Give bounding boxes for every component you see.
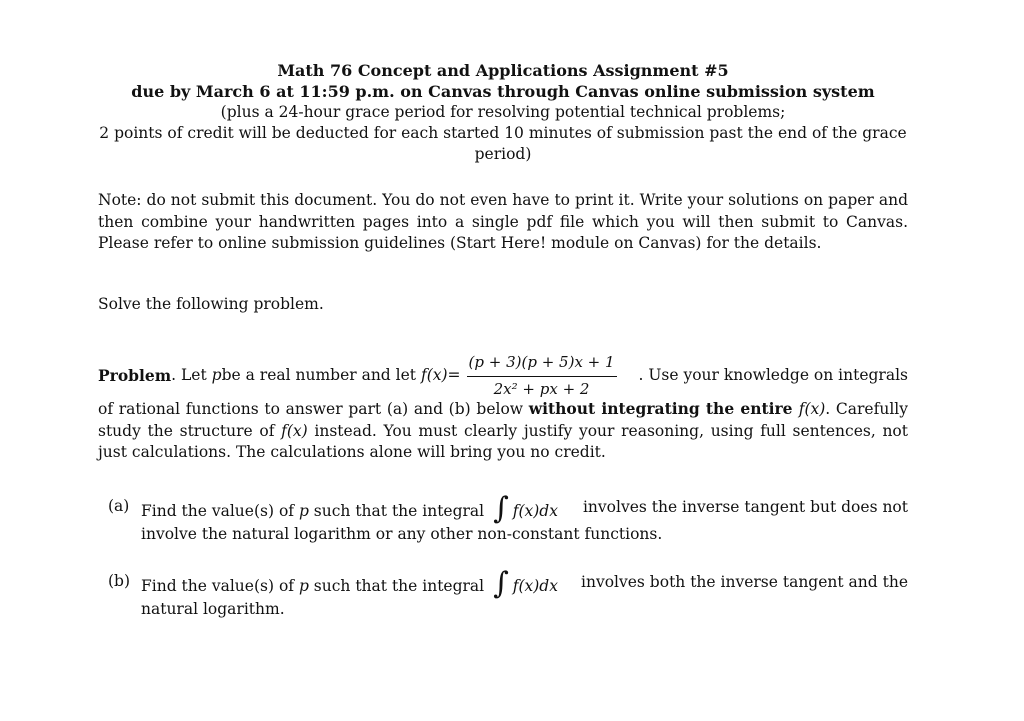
problem-bold-phrase: without integrating the entire bbox=[528, 399, 799, 418]
part-b-integrand: f(x)dx bbox=[512, 577, 558, 595]
part-b-continuation: natural logarithm. bbox=[141, 600, 285, 618]
part-a bbox=[108, 490, 908, 545]
integral-sign: ∫ bbox=[493, 491, 509, 526]
part-a-var-p: p bbox=[298, 502, 309, 520]
problem-rest-a: of rational functions to answer part (a) and (b) below bbox=[98, 400, 529, 418]
problem-after-fraction: . Use your knowledge on integrals bbox=[638, 366, 908, 385]
fraction-denominator: 2x² + px + 2 bbox=[493, 379, 590, 398]
problem-parts bbox=[108, 490, 908, 640]
problem-first-line bbox=[98, 350, 908, 402]
rational-function-fraction bbox=[467, 352, 617, 400]
problem-label: Problem bbox=[98, 366, 172, 386]
part-b-label: (b) bbox=[108, 572, 131, 590]
due-date-line: due by March 6 at 11:59 p.m. on Canvas through Canvas online submission system bbox=[131, 82, 875, 101]
problem-intro-a: . Let bbox=[171, 366, 207, 385]
assignment-header bbox=[98, 60, 908, 165]
problem-statement bbox=[98, 350, 908, 464]
grace-period-line: (plus a 24-hour grace period for resolving potential technical problems; bbox=[220, 103, 786, 121]
penalty-line: 2 points of credit will be deducted for each started 10 minutes of submission past the end of the grace period) bbox=[99, 124, 907, 163]
part-b-text-before: Find the value(s) of bbox=[141, 577, 299, 595]
instruction-text: Solve the following problem. bbox=[98, 295, 324, 313]
submission-note: Note: do not submit this document. You do not even have to print it. Write your solutions on paper and then combine your handwritten pages into a single pdf file which you will then submit to Canvas. Please refer to online submission guidelines (Start Here! module on Canvas) for the details. bbox=[98, 191, 908, 252]
var-p: p bbox=[211, 366, 222, 385]
part-b bbox=[108, 565, 908, 620]
part-a-text-before: Find the value(s) of bbox=[141, 502, 299, 520]
part-b-var-p: p bbox=[298, 577, 309, 595]
fraction-numerator: (p + 3)(p + 5)x + 1 bbox=[467, 352, 617, 377]
problem-intro-b: be a real number and let bbox=[221, 366, 417, 385]
assignment-title: Math 76 Concept and Applications Assignment #5 bbox=[277, 61, 729, 80]
part-a-text-after: involves the inverse tangent but does not bbox=[582, 497, 908, 516]
part-a-label: (a) bbox=[108, 497, 130, 515]
function-f: f(x) bbox=[420, 366, 448, 385]
part-b-text-after: involves both the inverse tangent and the bbox=[581, 572, 908, 591]
integral-sign: ∫ bbox=[493, 566, 509, 601]
problem-body bbox=[98, 398, 908, 464]
part-a-continuation: involve the natural logarithm or any other non-constant functions. bbox=[141, 525, 663, 543]
part-a-text-mid: such that the integral bbox=[308, 502, 490, 520]
part-b-text-mid: such that the integral bbox=[308, 577, 490, 595]
structure-function-f: f(x) bbox=[281, 421, 308, 440]
problem-rest-c: instead. You must clearly justify your reasoning, using full sentences, not just calculations. The calculations alone will bring you no credit. bbox=[98, 421, 908, 461]
bold-function-f: f(x) bbox=[798, 400, 826, 418]
equals-sign: = bbox=[447, 366, 461, 385]
problem-rest-b: . Carefully study the structure of bbox=[98, 400, 908, 440]
part-a-integrand: f(x)dx bbox=[512, 502, 558, 520]
